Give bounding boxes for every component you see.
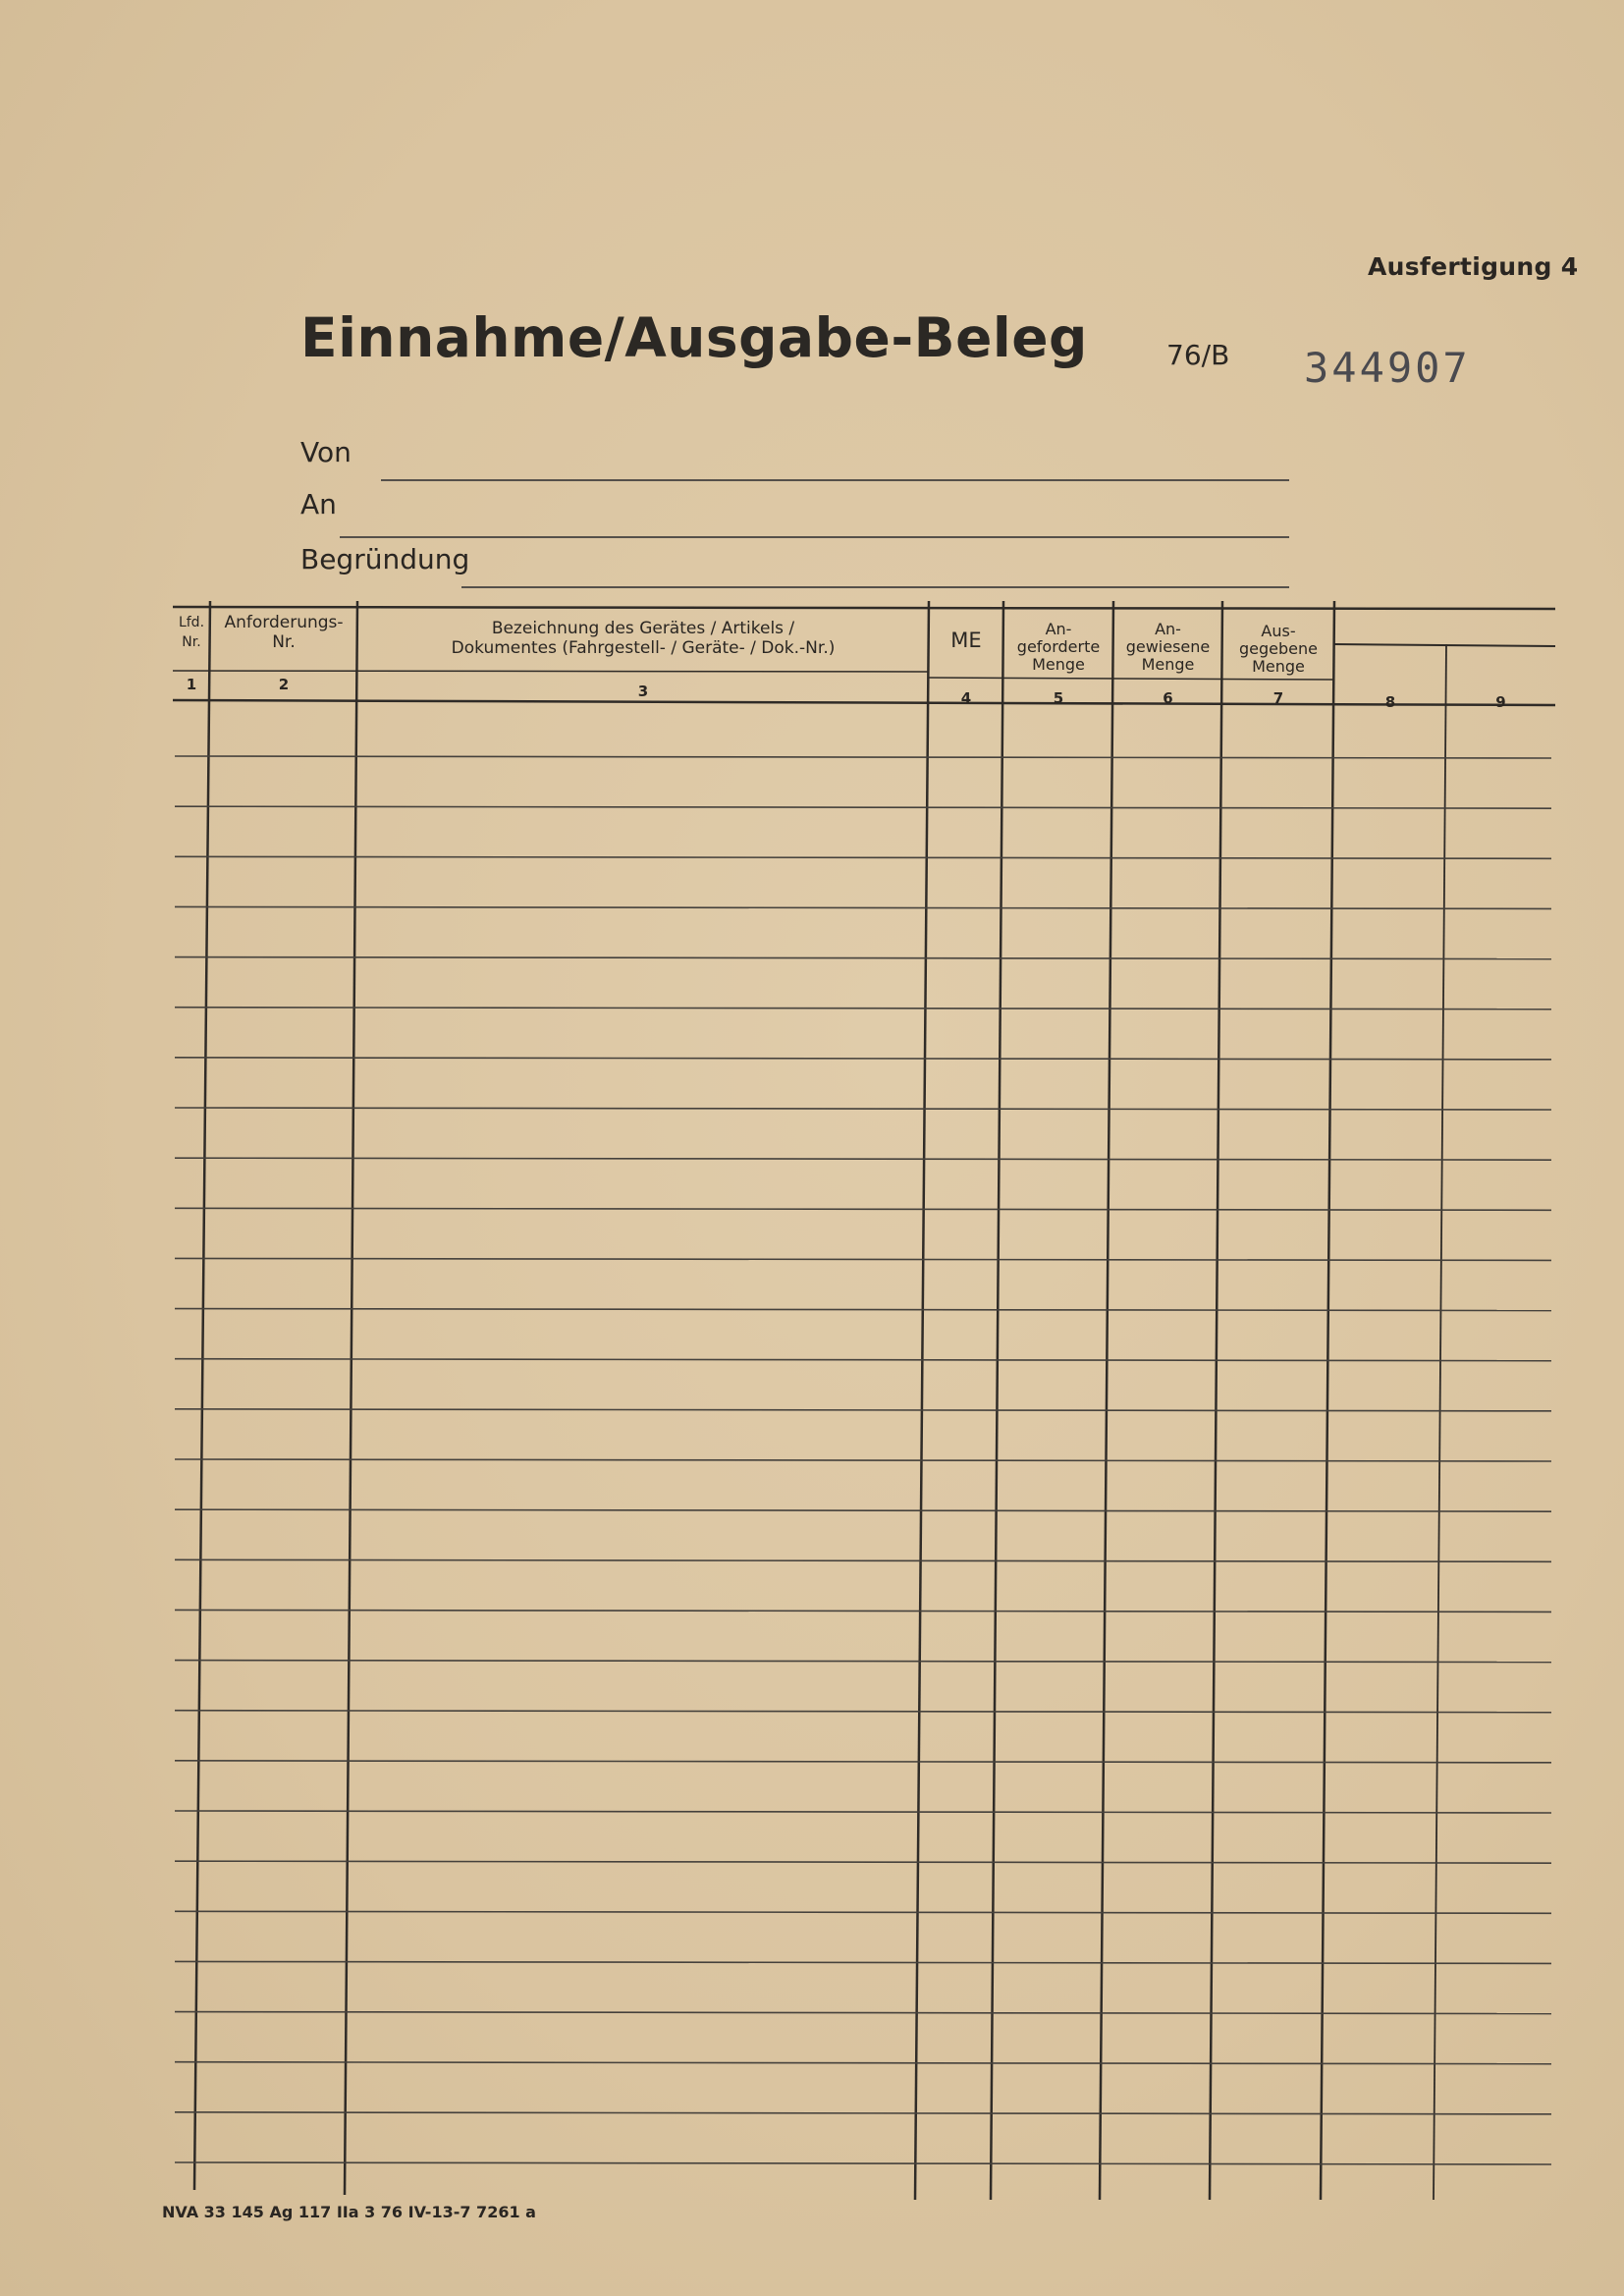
table-row[interactable] xyxy=(175,2012,1551,2014)
table-row[interactable] xyxy=(175,2112,1551,2114)
header-angeforderte-line2: geforderte xyxy=(1016,637,1101,656)
table-row[interactable] xyxy=(175,1610,1551,1612)
header-bezeichnung xyxy=(357,619,929,658)
column-number-7: 7 xyxy=(1272,689,1284,707)
table-row[interactable] xyxy=(175,1661,1551,1663)
table-row[interactable] xyxy=(175,806,1551,808)
column-number-5: 5 xyxy=(1053,689,1064,707)
table-row[interactable] xyxy=(175,1861,1551,1863)
table-row[interactable] xyxy=(175,1509,1551,1511)
serial-number: 344907 xyxy=(1304,344,1471,392)
header-lfd-nr xyxy=(173,613,210,652)
table-row[interactable] xyxy=(175,1108,1551,1110)
table-row[interactable] xyxy=(175,1961,1551,1963)
column-number-4: 4 xyxy=(960,689,972,707)
table-row[interactable] xyxy=(175,906,1551,908)
header-ausgegebene-menge xyxy=(1222,623,1334,676)
table-row[interactable] xyxy=(175,1559,1551,1561)
header-angewiesene-line1: An- xyxy=(1155,620,1181,638)
table-row[interactable] xyxy=(175,1058,1551,1060)
table-row[interactable] xyxy=(175,1409,1551,1411)
table-row[interactable] xyxy=(175,2062,1551,2064)
table-row[interactable] xyxy=(175,1008,1551,1010)
header-angeforderte-line3: Menge xyxy=(1032,655,1085,674)
header-angewiesene-line3: Menge xyxy=(1141,655,1195,674)
column-number-6: 6 xyxy=(1163,689,1173,707)
header-anforderungs-nr-line1: Anforderungs- xyxy=(224,613,344,632)
footer-print-code: NVA 33 145 Ag 117 IIa 3 76 IV-13-7 7261 a xyxy=(162,2203,536,2221)
column-number-9: 9 xyxy=(1495,693,1506,711)
column-number-8: 8 xyxy=(1384,693,1396,711)
form-title: Einnahme/Ausgabe-Beleg xyxy=(300,306,1088,369)
header-me-line1: ME xyxy=(950,629,982,652)
header-ausgegebene-line1: Aus- xyxy=(1261,622,1296,640)
header-angewiesene-line2: gewiesene xyxy=(1125,637,1211,656)
row-lines xyxy=(175,756,1551,2164)
header-angeforderte-menge xyxy=(1003,621,1113,674)
header-lfd-nr-line2: Nr. xyxy=(182,634,201,650)
header-ausgegebene-line3: Menge xyxy=(1252,657,1305,676)
header-anforderungs-nr-line2: Nr. xyxy=(272,632,296,652)
field-label-von: Von xyxy=(300,436,352,468)
header-angewiesene-menge xyxy=(1113,621,1222,674)
header-angeforderte-line1: An- xyxy=(1045,620,1072,638)
table-row[interactable] xyxy=(175,1258,1551,1260)
table-row[interactable] xyxy=(175,856,1551,858)
table-row[interactable] xyxy=(175,1761,1551,1763)
table-row[interactable] xyxy=(175,1309,1551,1311)
table-row[interactable] xyxy=(175,1459,1551,1461)
form-code: 76/B xyxy=(1166,339,1230,371)
table-row[interactable] xyxy=(175,957,1551,959)
column-number-2: 2 xyxy=(278,676,290,693)
header-me xyxy=(929,630,1003,650)
field-label-an: An xyxy=(300,488,337,520)
header-ausgegebene-line2: gegebene xyxy=(1239,639,1318,658)
table-row[interactable] xyxy=(175,1811,1551,1813)
column-number-3: 3 xyxy=(637,683,649,700)
table-row[interactable] xyxy=(175,1158,1551,1160)
table-row[interactable] xyxy=(175,1359,1551,1361)
field-label-begruendung: Begründung xyxy=(300,543,470,575)
header-bezeichnung-line1: Bezeichnung des Gerätes / Artikels / xyxy=(491,619,795,638)
header-lfd-nr-line1: Lfd. xyxy=(178,615,205,630)
table-row[interactable] xyxy=(175,1208,1551,1210)
header-anforderungs-nr xyxy=(210,613,357,652)
header-bezeichnung-line2: Dokumentes (Fahrgestell- / Geräte- / Dok.-Nr.) xyxy=(451,638,836,658)
column-number-1: 1 xyxy=(186,676,197,693)
table-row[interactable] xyxy=(175,2162,1551,2164)
table-row[interactable] xyxy=(175,1911,1551,1913)
copy-label: Ausfertigung 4 xyxy=(1368,252,1579,281)
table-row[interactable] xyxy=(175,1711,1551,1713)
table-row[interactable] xyxy=(175,756,1551,758)
